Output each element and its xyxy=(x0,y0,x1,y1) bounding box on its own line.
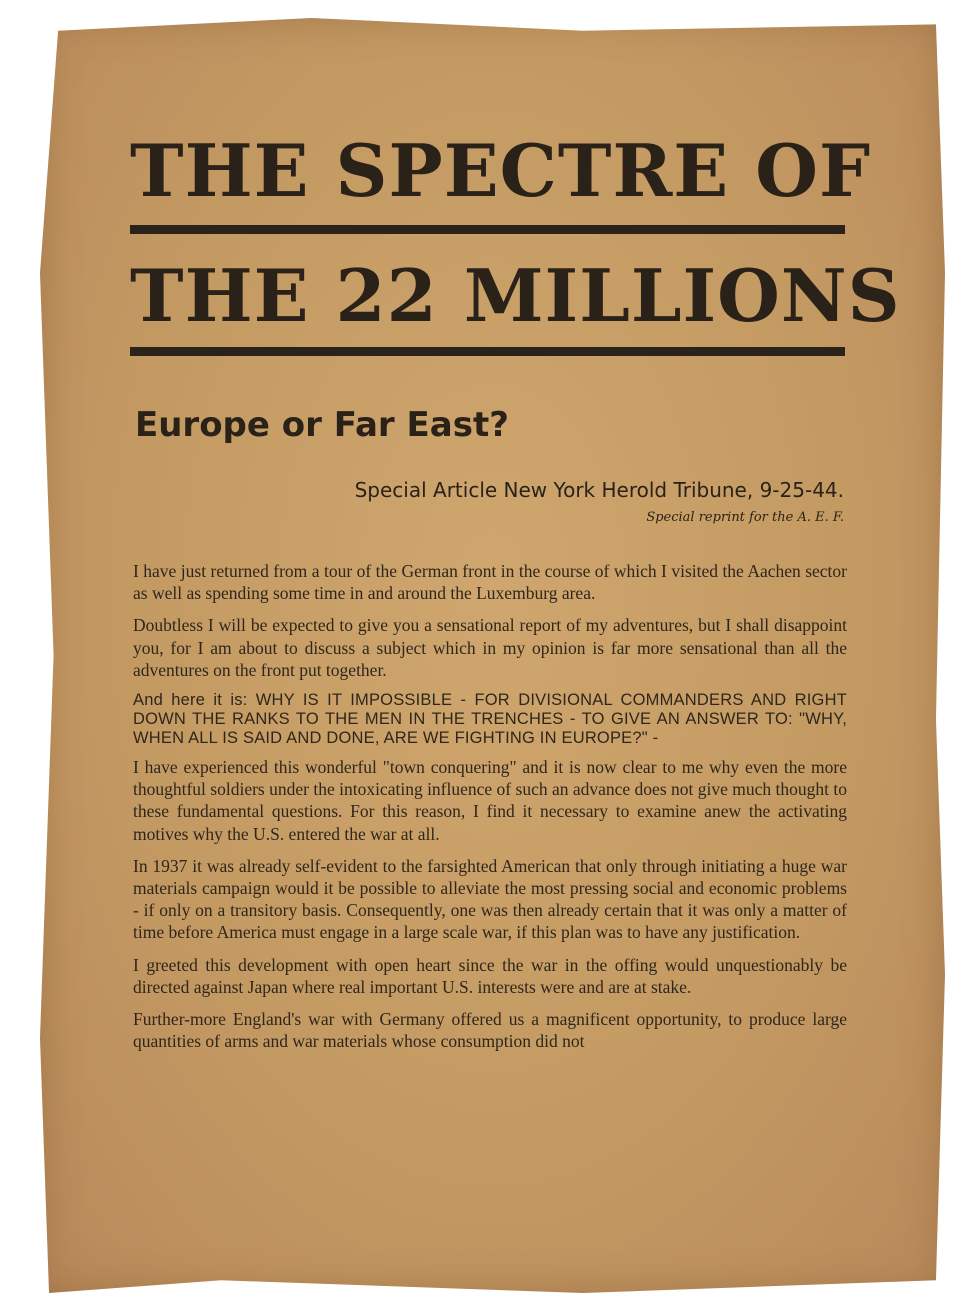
paragraph-2: Doubtless I will be expected to give you a sensational report of my adventures, but I shall disappoint you, for I am about to discuss a subject which in my opinion is far more sensational than all the adventures on the front put together. xyxy=(133,615,847,680)
paragraph-1: I have just returned from a tour of the German front in the course of which I visited the Aachen sector as well as spending some time in and around the Luxemburg area. xyxy=(133,561,847,604)
headline-line-2: THE 22 MILLIONS xyxy=(130,253,901,338)
paragraph-7: Further-more England's war with Germany offered us a magnificent opportunity, to produce large quantities of arms and war materials whose consumption did not xyxy=(133,1009,847,1052)
paragraph-6: I greeted this development with open heart since the war in the offing would unquestionably be directed against Japan where real important U.S. interests were and are at stake. xyxy=(133,954,847,997)
paragraph-3-question: And here it is: WHY IS IT IMPOSSIBLE - FOR DIVISIONAL COMMANDERS AND RIGHT DOWN THE RANKS TO THE MEN IN THE TRENCHES - TO GIVE AN ANSWER TO: "WHY, WHEN ALL IS SAID AND DONE, ARE WE FIGHTING IN EUROPE?" - xyxy=(133,691,847,748)
paragraph-4: I have experienced this wonderful "town conquering" and it is now clear to me why even the more thoughtful soldiers under the intoxicating influence of such an advance does not give much thought to these fundamental questions. For this reason, I find it necessary to examine anew the activating motives why the U.S. entered the war at all. xyxy=(133,757,847,844)
subtitle: Europe or Far East? xyxy=(135,405,509,445)
headline-line-1: THE SPECTRE OF xyxy=(130,128,872,213)
headline-rule-top xyxy=(130,225,845,234)
paragraph-5: In 1937 it was already self-evident to the farsighted American that only through initiating a huge war materials campaign would it be possible to alleviate the most pressing social and economic problems - if only on a transitory basis. Consequently, one was then already certain that it was only a matter of time before America must engage in a large scale war, if this plan was to have any justification. xyxy=(133,855,847,943)
article-body xyxy=(133,560,847,1062)
source-line: Special Article New York Herold Tribune, 9-25-44. xyxy=(354,478,844,502)
reprint-note: Special reprint for the A. E. F. xyxy=(646,510,844,525)
headline-rule-bottom xyxy=(130,347,845,356)
